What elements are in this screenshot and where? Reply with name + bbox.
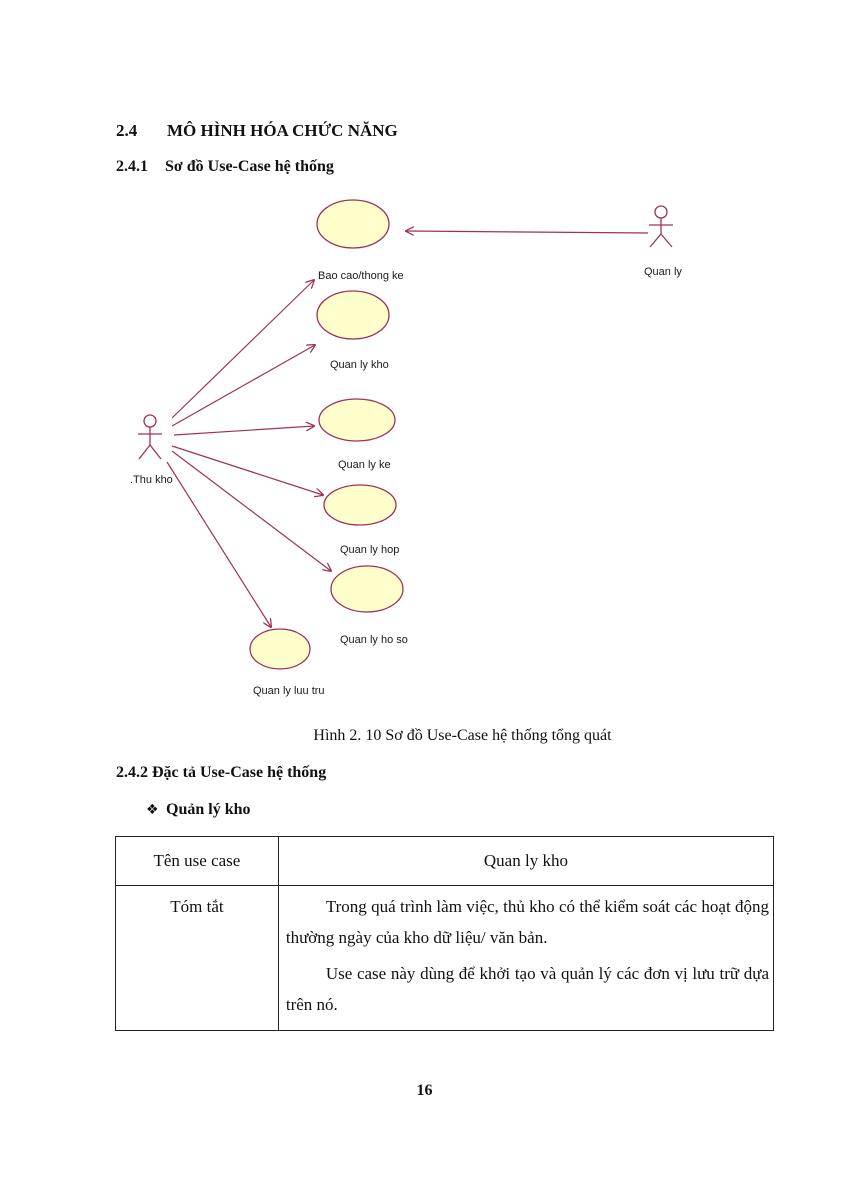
description-paragraph-2: Use case này dùng để khởi tạo và quản lý các đơn vị lưu trữ dựa trên nó. <box>285 964 769 1014</box>
table-row <box>116 837 774 886</box>
association-quan-ly-bao-cao <box>406 231 648 233</box>
association-quan-ly-kho <box>172 345 315 426</box>
label-quan-ly-kho: Quan ly kho <box>330 359 389 371</box>
association-quan-ly-ke <box>174 426 314 435</box>
table-description-cell <box>278 886 773 1031</box>
page-number: 16 <box>416 1082 433 1099</box>
figure-caption: Hình 2. 10 Sơ đồ Use-Case hệ thống tổng quát <box>313 727 612 744</box>
table-row <box>116 886 774 1031</box>
label-actor-quan-ly: Quan ly <box>644 266 682 278</box>
label-actor-thu-kho: .Thu kho <box>130 474 173 486</box>
subsection-title: Sơ đồ Use-Case hệ thống <box>165 158 334 175</box>
bullet-heading <box>146 801 250 819</box>
actor-quan-ly-icon <box>649 206 673 247</box>
use-case-quan-ly-kho <box>317 291 389 339</box>
label-quan-ly-luu-tru: Quan ly luu tru <box>253 685 325 697</box>
use-case-quan-ly-luu-tru <box>250 629 310 669</box>
table-label-cell: Tóm tắt <box>116 886 279 1031</box>
use-case-quan-ly-hop <box>324 485 396 525</box>
actor-thu-kho-icon <box>138 415 162 459</box>
subsection-number: 2.4.1 <box>116 158 148 175</box>
table-label-cell: Tên use case <box>116 837 279 886</box>
association-quan-ly-ho-so <box>172 451 331 571</box>
description-paragraph-1: Trong quá trình làm việc, thủ kho có thể kiểm soát các hoạt động thường ngày của kho dữ liệu/ văn bản. <box>285 897 769 947</box>
bullet-title: Quản lý kho <box>166 801 251 818</box>
subsection-2-heading: 2.4.2 Đặc tả Use-Case hệ thống <box>116 764 327 781</box>
use-case-quan-ly-ke <box>319 399 395 441</box>
section-title: MÔ HÌNH HÓA CHỨC NĂNG <box>167 121 398 140</box>
association-quan-ly-hop <box>172 446 323 495</box>
label-quan-ly-ke: Quan ly ke <box>338 459 391 471</box>
use-case-spec-table <box>115 836 774 1031</box>
association-bao-cao <box>172 280 314 418</box>
section-number: 2.4 <box>116 121 138 140</box>
use-case-bao-cao-thong-ke <box>317 200 389 248</box>
use-case-quan-ly-ho-so <box>331 566 403 612</box>
label-quan-ly-hop: Quan ly hop <box>340 544 400 556</box>
diamond-bullet-icon: ❖ <box>146 802 159 818</box>
label-quan-ly-ho-so: Quan ly ho so <box>340 634 408 646</box>
table-value-cell: Quan ly kho <box>278 837 773 886</box>
label-bao-cao-thong-ke: Bao cao/thong ke <box>318 270 404 282</box>
